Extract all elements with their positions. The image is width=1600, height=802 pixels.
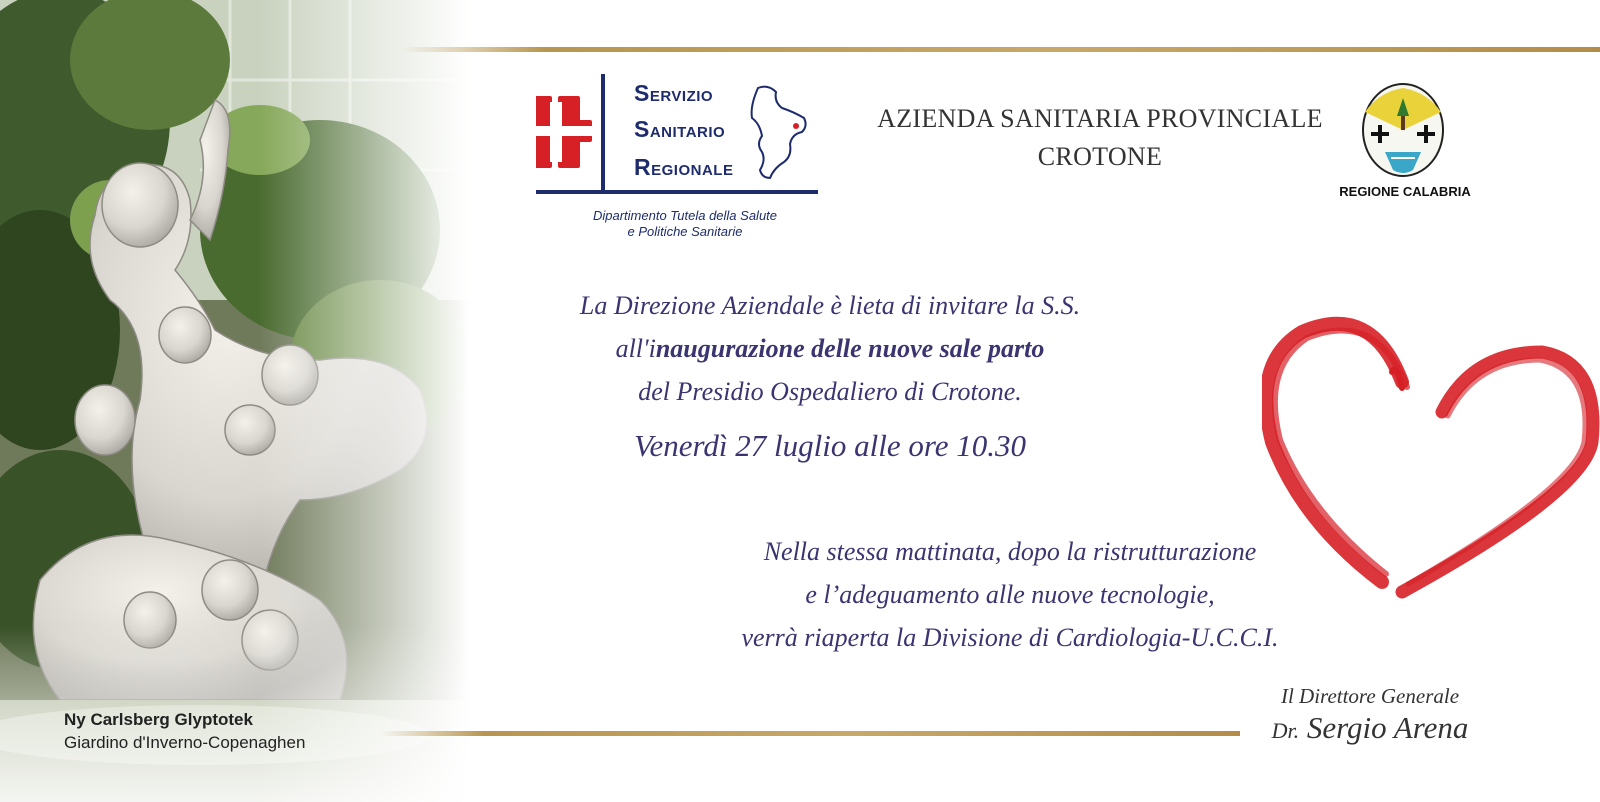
- invitation-line2: all'inaugurazione delle nuove sale parto: [615, 334, 1045, 363]
- caption-location: Giardino d'Inverno-Copenaghen: [64, 733, 306, 752]
- ssr-line-regionale: REGIONALE: [634, 154, 734, 180]
- asp-line2: CROTONE: [1037, 142, 1163, 171]
- photo-caption: [64, 708, 305, 754]
- invitation-line3: del Presidio Ospedaliero di Crotone.: [638, 377, 1022, 406]
- ssr-line-sanitario: SANITARIO: [634, 116, 726, 142]
- regione-calabria-emblem: [1355, 82, 1451, 178]
- asp-heading: [860, 100, 1340, 176]
- note-line2: e l’adeguamento alle nuove tecnologie,: [805, 580, 1215, 609]
- invitation-line1: La Direzione Aziendale è lieta di invitare la S.S.: [579, 291, 1081, 320]
- statue-photo: [0, 0, 470, 802]
- bottom-gold-line: [380, 731, 1240, 736]
- ssr-subtitle: Dipartimento Tutela della Salute e Politiche Sanitarie: [592, 208, 778, 239]
- signature-role: Il Direttore Generale: [1280, 684, 1460, 708]
- red-cross-icon: [536, 96, 592, 168]
- regione-calabria-name: REGIONE CALABRIA: [1339, 184, 1471, 199]
- note-line1: Nella stessa mattinata, dopo la ristrutturazione: [763, 537, 1257, 566]
- event-date: Venerdì 27 luglio alle ore 10.30: [633, 428, 1027, 463]
- calabria-map-icon: [752, 87, 806, 178]
- asp-line1: AZIENDA SANITARIA PROVINCIALE: [877, 104, 1323, 133]
- ssr-line-servizio: SERVIZIO: [634, 80, 714, 106]
- note-line3: verrà riaperta la Divisione di Cardiologia-U.C.C.I.: [741, 623, 1279, 652]
- cardiology-note: [620, 530, 1400, 659]
- caption-museum: Ny Carlsberg Glyptotek: [64, 710, 253, 729]
- signature-name: Dr. Sergio Arena: [1271, 710, 1469, 745]
- top-gold-line: [400, 47, 1600, 52]
- invitation-text: [480, 284, 1180, 413]
